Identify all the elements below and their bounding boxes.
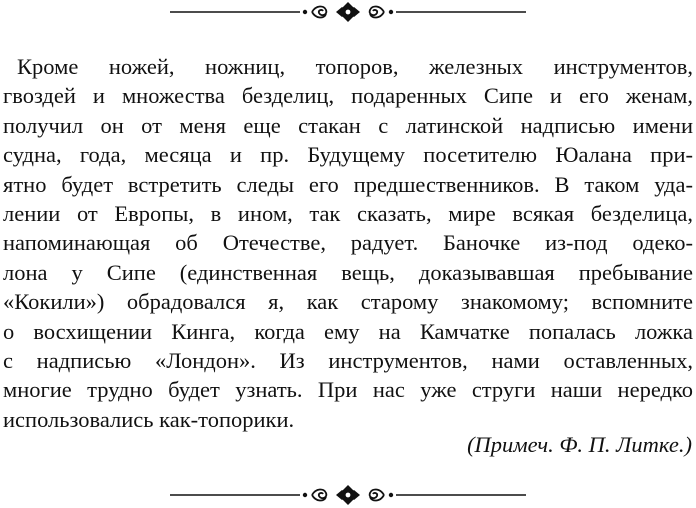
paragraph-line: лении от Европы, в ином, так сказать, мире всякая безделица,	[3, 200, 693, 226]
paragraph-line: о восхищении Кинга, когда ему на Камчатке попалась ложка	[3, 318, 693, 344]
bottom-ornament-divider	[170, 483, 526, 507]
paragraph-line: с надписью «Лондон». Из инструментов, нами оставленных,	[3, 347, 693, 373]
paragraph-line: напоминающая об Отечестве, радует. Баночке из-под одеко-	[3, 230, 693, 256]
paragraph-line: многие трудно будет узнать. При нас уже струги наши нередко	[3, 377, 693, 403]
top-ornament-divider	[170, 0, 526, 24]
paragraph-line: «Кокили») обрадовался я, как старому знакомому; вспомните	[3, 289, 693, 315]
paragraph-line: получил он от меня еще стакан с латинской надписью имени	[3, 112, 693, 138]
paragraph-line: ятно будет встретить следы его предшественников. В таком уда-	[3, 171, 693, 197]
footnote-paragraph	[3, 52, 693, 434]
ornament-icon	[170, 0, 526, 24]
paragraph-line: Кроме ножей, ножниц, топоров, железных инструментов,	[17, 54, 693, 79]
paragraph-line: судна, года, месяца и пр. Будущему посетителю Юалана при-	[3, 142, 693, 168]
attribution-note: (Примеч. Ф. П. Литке.)	[467, 432, 692, 457]
ornament-icon	[170, 483, 526, 507]
paragraph-line: лона у Сипе (единственная вещь, доказывавшая пребывание	[3, 259, 693, 285]
paragraph-line: гвоздей и множества безделиц, подаренных Сипе и его женам,	[3, 83, 693, 109]
paragraph-line: использовались как-топорики.	[3, 406, 295, 432]
